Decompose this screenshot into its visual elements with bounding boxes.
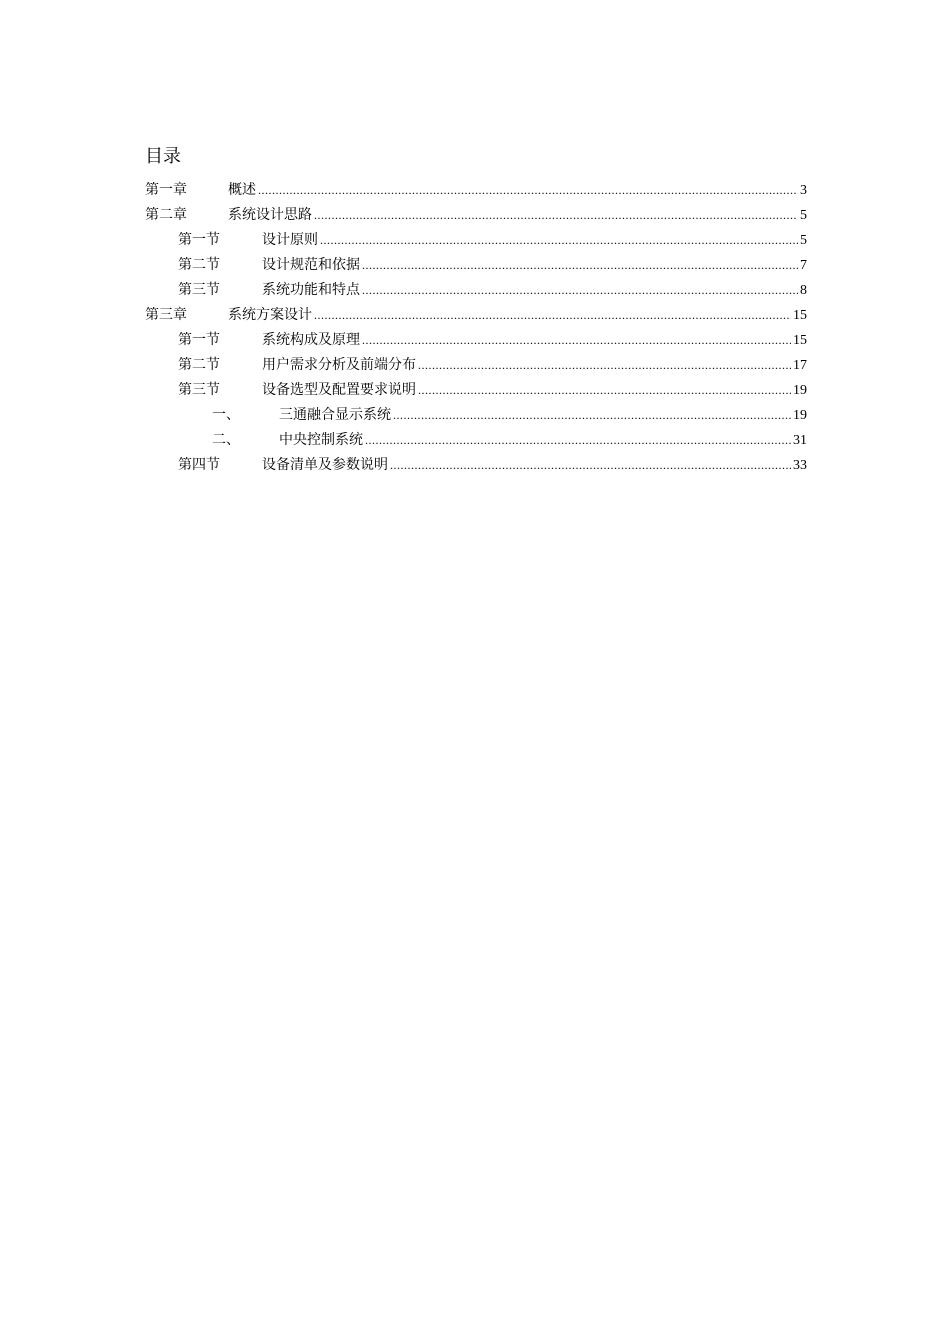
toc-entry-page: 31 — [793, 433, 807, 448]
dot-leader — [362, 278, 798, 303]
toc-entry-label: 中央控制系统 — [279, 432, 363, 448]
toc-entry[interactable] — [145, 353, 807, 378]
toc-entry-label: 用户需求分析及前端分布 — [262, 357, 416, 373]
toc-entry-label: 概述 — [228, 182, 256, 198]
toc-entry[interactable] — [145, 178, 807, 203]
toc-entry[interactable] — [145, 428, 807, 453]
toc-entry[interactable] — [145, 203, 807, 228]
toc-entry-number: 第三节 — [178, 382, 220, 398]
toc-entry-label: 三通融合显示系统 — [279, 407, 391, 423]
toc-entry-page: 17 — [793, 358, 807, 373]
table-of-contents — [145, 178, 807, 478]
dot-leader — [314, 203, 798, 228]
toc-entry-page: 19 — [793, 408, 807, 423]
dot-leader — [320, 228, 798, 253]
dot-leader — [314, 303, 791, 328]
toc-entry-page: 33 — [793, 458, 807, 473]
toc-entry-number: 第四节 — [178, 457, 220, 473]
dot-leader — [418, 353, 791, 378]
dot-leader — [362, 328, 791, 353]
toc-entry-number: 第三节 — [178, 282, 220, 298]
toc-entry[interactable] — [145, 328, 807, 353]
toc-entry-number: 第二节 — [178, 257, 220, 273]
toc-entry-number: 第一节 — [178, 332, 220, 348]
toc-entry[interactable] — [145, 253, 807, 278]
toc-entry-label: 系统构成及原理 — [262, 332, 360, 348]
toc-entry-number: 第一节 — [178, 232, 220, 248]
toc-entry-page: 3 — [800, 183, 807, 198]
toc-entry-number: 第一章 — [145, 182, 187, 198]
toc-entry-label: 系统功能和特点 — [262, 282, 360, 298]
dot-leader — [362, 253, 798, 278]
toc-entry-page: 8 — [800, 283, 807, 298]
toc-entry-page: 19 — [793, 383, 807, 398]
toc-entry[interactable] — [145, 378, 807, 403]
toc-entry-label: 系统方案设计 — [228, 307, 312, 323]
toc-entry-page: 7 — [800, 258, 807, 273]
toc-entry[interactable] — [145, 278, 807, 303]
toc-entry-page: 5 — [800, 233, 807, 248]
toc-entry-label: 系统设计思路 — [228, 207, 312, 223]
toc-entry-number: 第二章 — [145, 207, 187, 223]
dot-leader — [393, 403, 791, 428]
toc-entry[interactable] — [145, 228, 807, 253]
toc-entry-page: 5 — [800, 208, 807, 223]
toc-entry[interactable] — [145, 403, 807, 428]
toc-entry-label: 设计规范和依据 — [262, 257, 360, 273]
toc-entry-number: 二、 — [212, 432, 240, 448]
toc-entry-number: 第三章 — [145, 307, 187, 323]
toc-entry-number: 第二节 — [178, 357, 220, 373]
toc-entry-page: 15 — [793, 308, 807, 323]
toc-entry-label: 设备选型及配置要求说明 — [262, 382, 416, 398]
dot-leader — [390, 453, 791, 478]
toc-entry[interactable] — [145, 303, 807, 328]
toc-entry-page: 15 — [793, 333, 807, 348]
toc-entry-number: 一、 — [212, 407, 240, 423]
toc-entry-label: 设备清单及参数说明 — [262, 457, 388, 473]
dot-leader — [258, 178, 798, 203]
dot-leader — [418, 378, 791, 403]
toc-title: 目录 — [145, 146, 181, 167]
dot-leader — [365, 428, 791, 453]
toc-entry[interactable] — [145, 453, 807, 478]
toc-entry-label: 设计原则 — [262, 232, 318, 248]
